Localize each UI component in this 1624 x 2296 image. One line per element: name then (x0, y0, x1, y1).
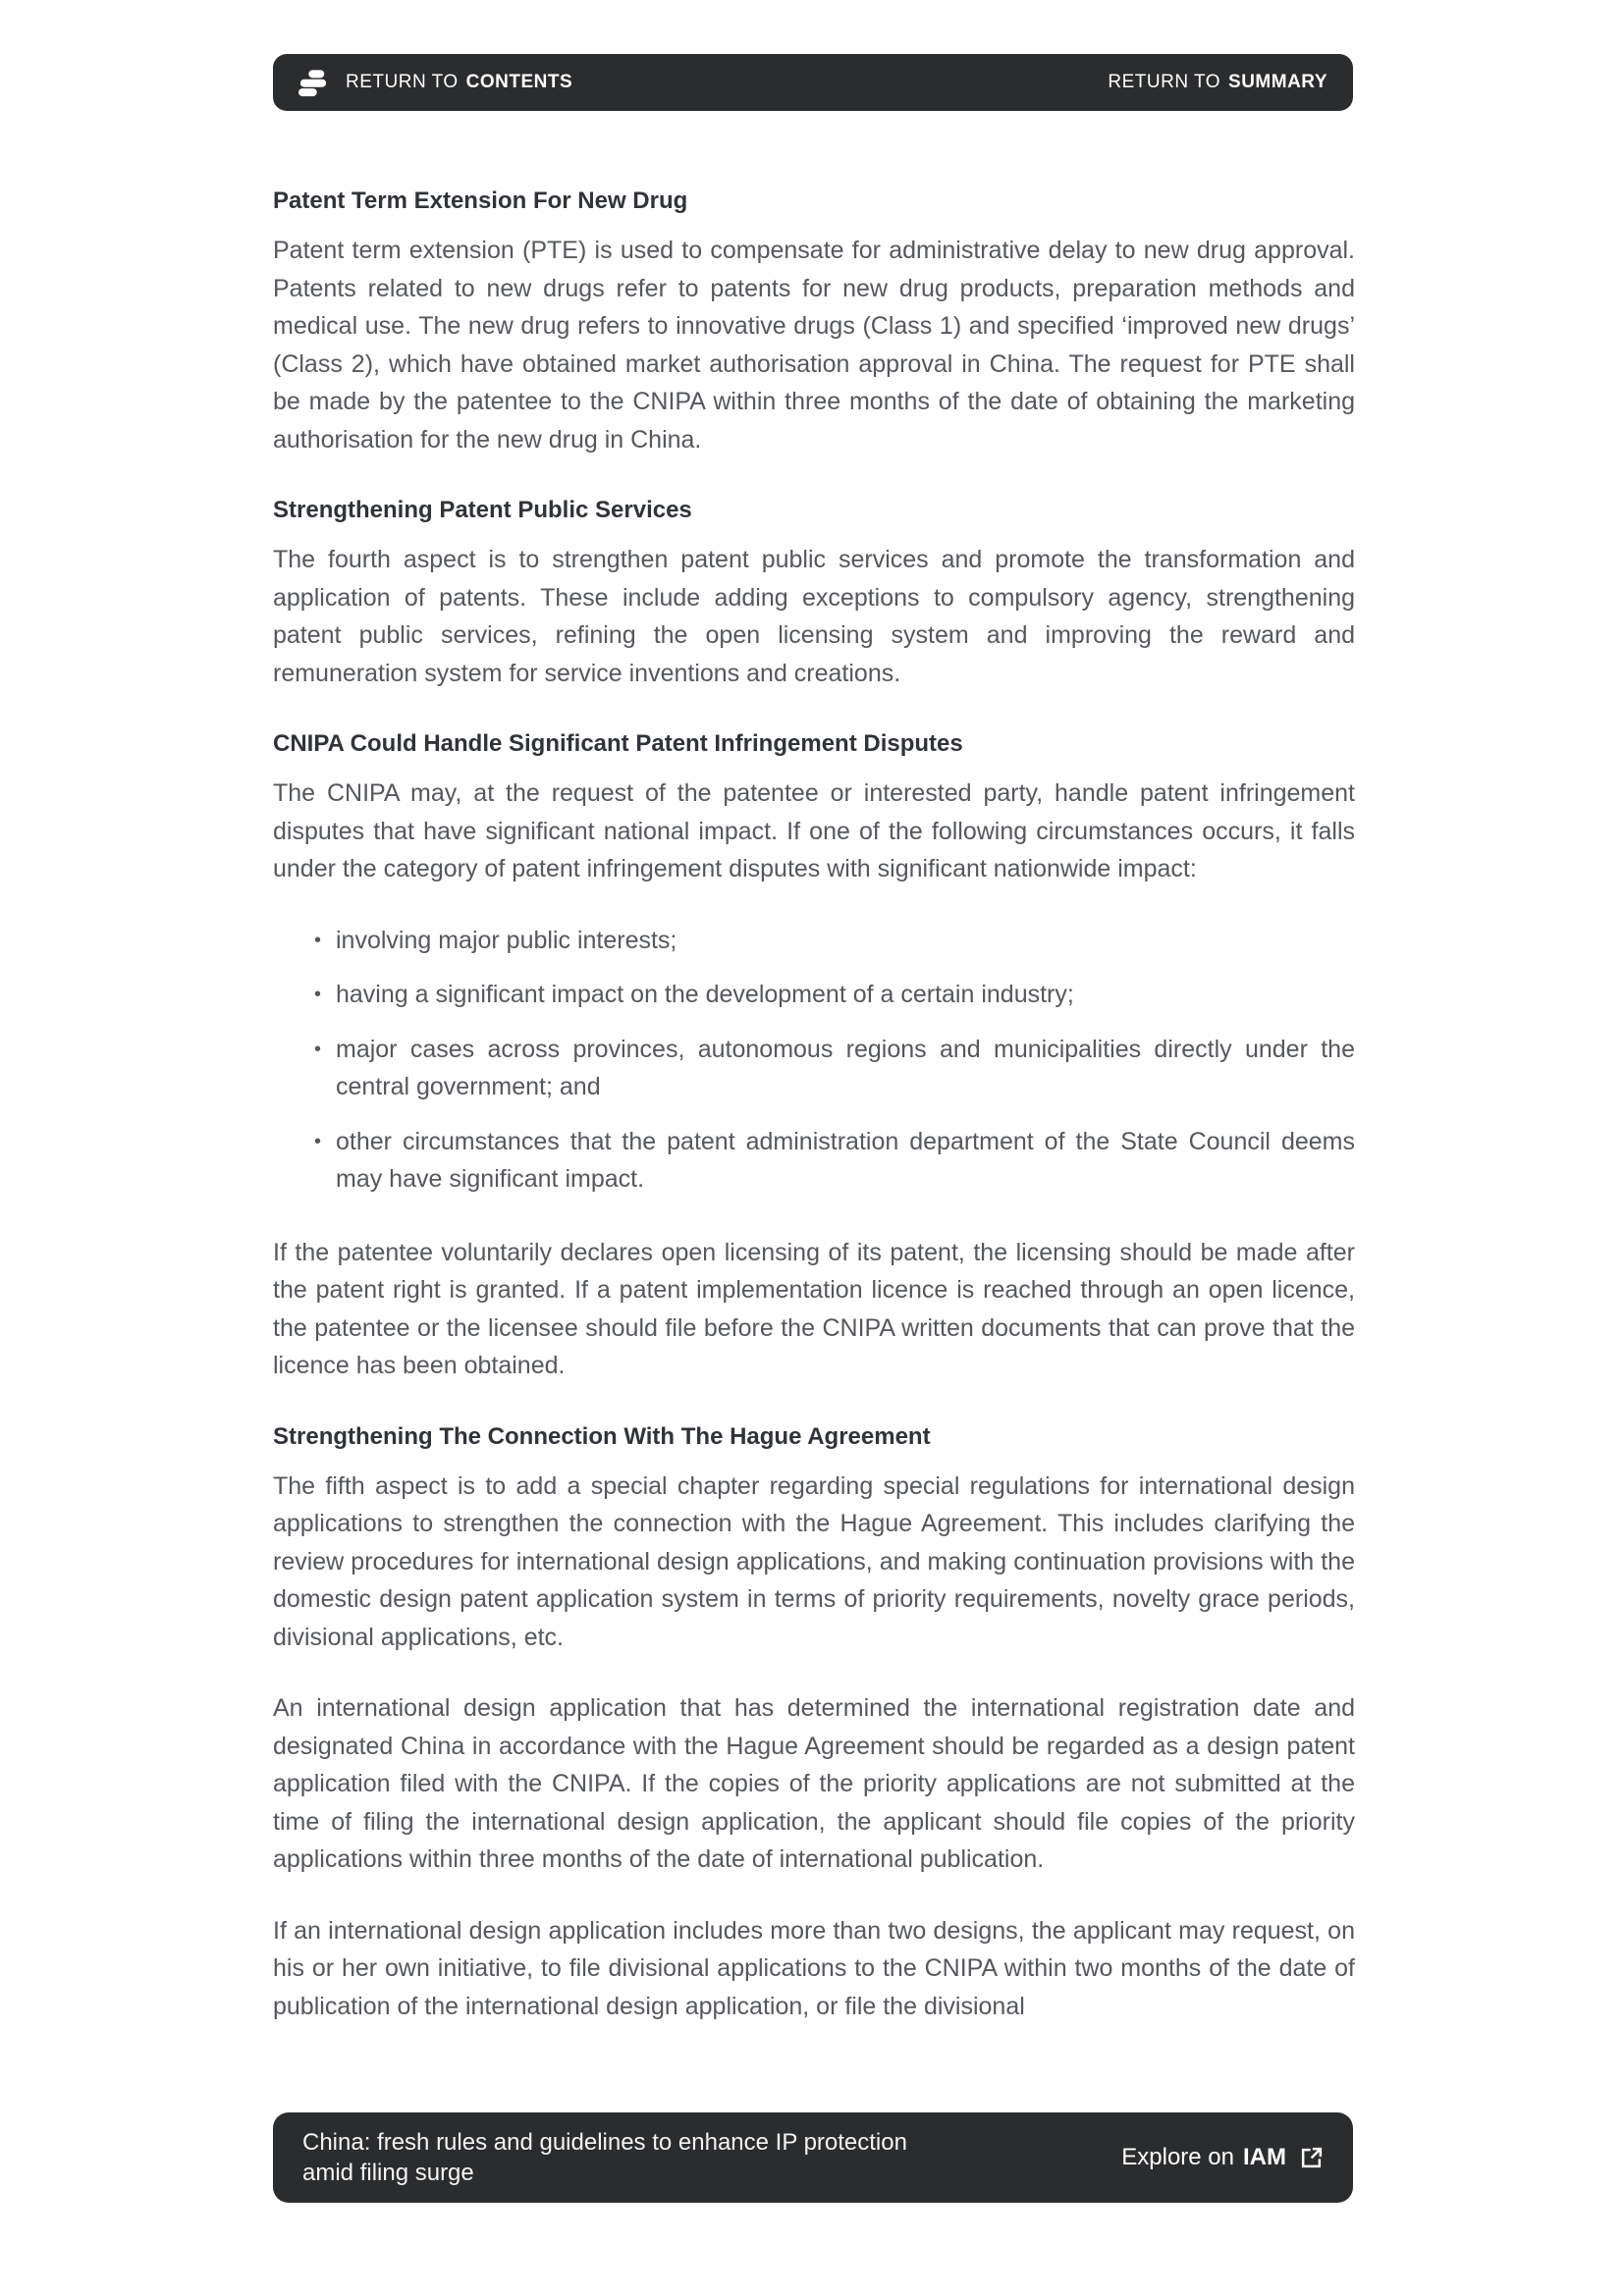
paragraph: Patent term extension (PTE) is used to compensate for administrative delay to new drug approval. Patents related to new drugs refer to patents for new drug products, preparation methods and medical use. The new drug refers to innovative drugs (Class 1) and specified ‘improved new drugs’ (Class 2), which have obtained market authorisation approval in China. The request for PTE shall be made by the patentee to the CNIPA within three months of the date of obtaining the marketing authorisation for the new drug in China. (273, 237, 1355, 454)
explore-prefix: Explore on (1121, 2144, 1234, 2170)
list-item-text: involving major public interests; (336, 926, 677, 954)
nav-emphasis: SUMMARY (1228, 72, 1327, 92)
return-to-contents-label (346, 72, 572, 93)
list-item-text: major cases across provinces, autonomous regions and municipalities directly under the central government; and (336, 1035, 1355, 1100)
circumstances-list (273, 922, 1355, 1199)
list-item-text: having a significant impact on the development of a certain industry; (336, 981, 1074, 1008)
nav-prefix: RETURN TO (1108, 72, 1221, 92)
article-title: China: fresh rules and guidelines to enhance IP protection amid filing surge (302, 2129, 907, 2186)
list-item-text: other circumstances that the patent administration department of the State Council deems may have significant impact. (336, 1127, 1355, 1193)
return-to-summary-label (1108, 72, 1327, 93)
section-heading-hague-agreement: Strengthening The Connection With The Hague Agreement (273, 1422, 931, 1450)
list-item (314, 1031, 1355, 1106)
paragraph: An international design application that has determined the international registration date and designated China in accordance with the Hague Agreement should be regarded as a design patent application filed with the CNIPA. If the copies of the priority applications are not submitted at the time of filing the international design application, the applicant should file copies of the priority applications within three months of the date of international publication. (273, 1694, 1355, 1873)
paragraph: If an international design application includes more than two designs, the applicant may request, on his or her own initiative, to file divisional applications to the CNIPA within two months of the date of publication of the international design application, or file the divisional (273, 1916, 1355, 2020)
nav-emphasis: CONTENTS (465, 72, 573, 92)
return-to-contents-link[interactable] (298, 67, 572, 99)
return-to-summary-link[interactable] (1108, 72, 1327, 93)
paragraph: The CNIPA may, at the request of the patentee or interested party, handle patent infringement disputes that have significant national impact. If one of the following circumstances occurs, it falls under the category of patent infringement disputes with significant nationwide impact: (273, 779, 1355, 882)
logo-icon (298, 67, 328, 99)
list-item (314, 976, 1355, 1014)
nav-prefix: RETURN TO (346, 72, 459, 92)
explore-on-iam-link[interactable] (1121, 2144, 1324, 2171)
section-heading-cnipa-disputes: CNIPA Could Handle Significant Patent Infringement Disputes (273, 730, 963, 757)
section-heading-patent-term-extension: Patent Term Extension For New Drug (273, 187, 688, 214)
list-item (314, 922, 1355, 960)
section-heading-patent-public-services: Strengthening Patent Public Services (273, 497, 692, 523)
brand-name: IAM (1243, 2144, 1286, 2170)
footer-bar (273, 2112, 1353, 2203)
paragraph: The fourth aspect is to strengthen patent public services and promote the transformation and application of patents. These include adding exceptions to compulsory agency, strengthening patent public services, refining the open licensing system and improving the reward and remuneration system for service inventions and creations. (273, 546, 1355, 687)
list-item (314, 1123, 1355, 1199)
paragraph: The fifth aspect is to add a special chapter regarding special regulations for international design applications to strengthen the connection with the Hague Agreement. This includes clarifying the review procedures for international design applications, and making continuation provisions with the domestic design patent application system in terms of priority requirements, novelty grace periods, divisional applications, etc. (273, 1471, 1355, 1651)
external-link-icon (1299, 2146, 1324, 2170)
paragraph: If the patentee voluntarily declares open licensing of its patent, the licensing should be made after the patent right is granted. If a patent implementation licence is reached through an open licence, the patentee or the licensee should file before the CNIPA written documents that can prove that the licence has been obtained. (273, 1238, 1355, 1379)
top-nav-bar (273, 54, 1353, 111)
article-body (273, 187, 1355, 2025)
